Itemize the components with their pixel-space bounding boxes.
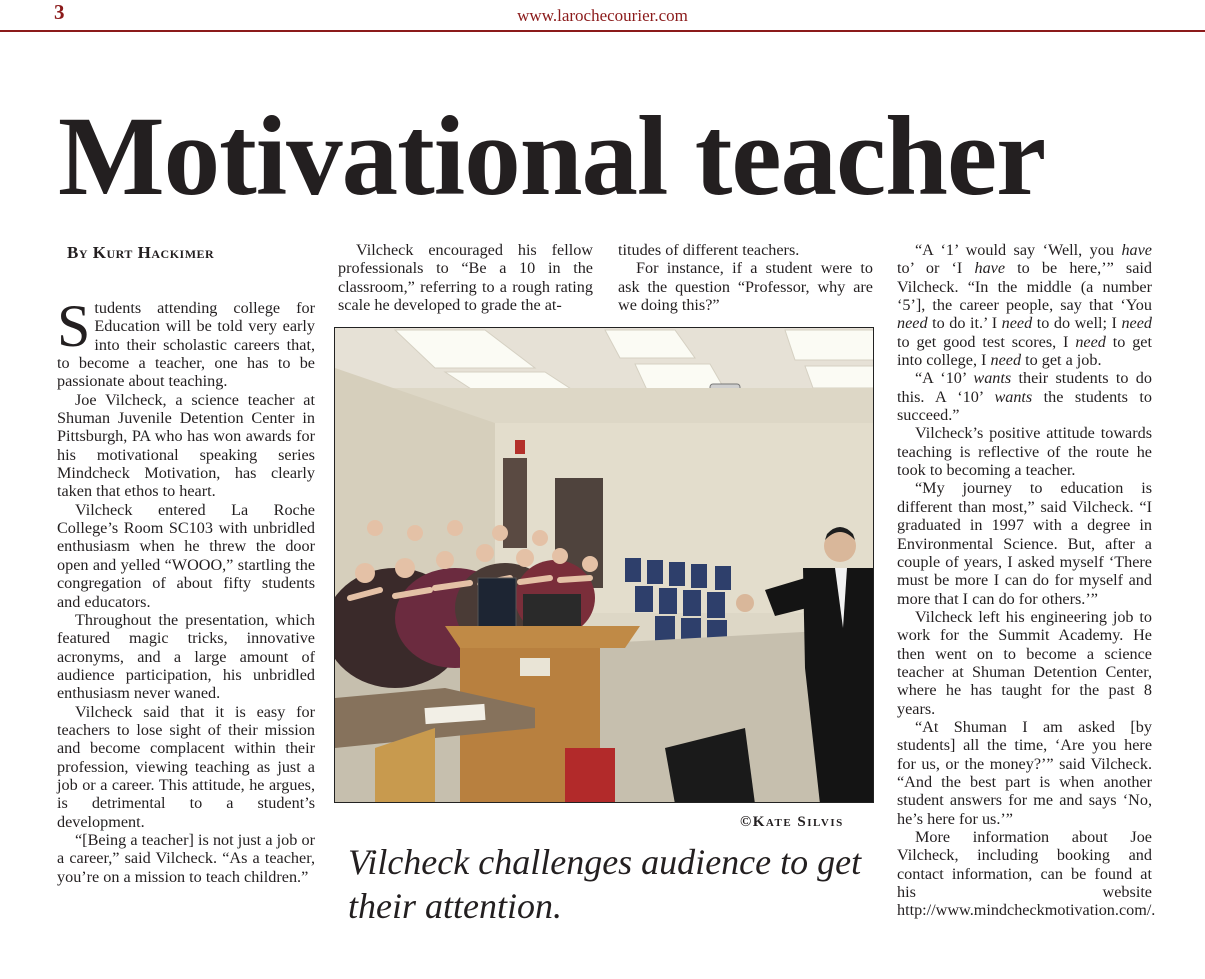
drop-cap: S [57,293,91,359]
classroom-photo-illustration [335,328,874,803]
paragraph: Vilcheck’s positive attitude towards teaching is reflective of the route he took to becoming a teacher. [897,424,1152,480]
article-column-3 [618,241,873,314]
paragraph: “[Being a teacher] is not just a job or a career,” said Vilcheck. “As a teacher, you’re on a mission to teach children.” [57,830,315,886]
paragraph: Vilcheck said that it is easy for teachers to lose sight of their mission and become complacent within their profession, viewing teaching as just a job or a career. This attitude, he argues, is detrimental to a student’s development. [57,702,315,831]
article-column-1 [57,293,315,886]
paragraph: Vilcheck entered La Roche College’s Room SC103 with unbridled enthusiasm when he threw the door open and yelled “WOOO,” startling the congregation of about fifty students and educators. [57,500,315,611]
paragraph: More information about Joe Vilcheck, including booking and contact information, can be found at his website http://www.mindcheckmotivation.com/. [897,828,1156,920]
article-column-2 [338,241,593,314]
paragraph: titudes of different teachers. [618,241,800,259]
paragraph: For instance, if a student were to ask the question “Professor, why are we doing this?” [618,259,873,315]
page-number: 3 [54,0,65,24]
paragraph [57,293,315,391]
photo-caption: Vilcheck challenges audience to get their attention. [348,842,862,926]
paragraph: “At Shuman I am asked [by students] all the time, ‘Are you here for us, or the money?’” said Vilcheck. “And the best part is when another student answers for me and says ‘No, he’s here for us.’” [897,717,1152,828]
byline: By Kurt Hackimer [67,243,215,262]
paragraph-text: tudents attending college for Education will be told very early into their scholastic careers that, to become a teacher, one has to be passionate about teaching. [57,299,315,391]
paragraph: “My journey to education is different than most,” said Vilcheck. “I graduated in 1997 with a degree in Environmental Science. But, after a couple of years, I asked myself ‘There must be more I can do for myself and more that I can do for others.’” [897,479,1152,608]
photo-credit: ©Kate Silvis [740,814,844,830]
article-column-4 [897,241,1156,920]
paragraph: Joe Vilcheck, a science teacher at Shuman Juvenile Detention Center in Pittsburgh, PA who has won awards for his motivational speaking series Mindcheck Motivation, has clearly taken that ethos to heart. [57,390,315,501]
paragraph: Vilcheck left his engineering job to work for the Summit Academy. He then went on to become a science teacher at Shuman Detention Center, where he has taught for the past 8 years. [897,607,1152,718]
article-photo [334,327,874,803]
paragraph: “A ‘1’ would say ‘Well, you have to’ or ‘I have to be here,’” said Vilcheck. “In the middle (a number ‘5’], the career people, say that ‘You need to do it.’ I need to do well; I need to get good test scores, I need to get into college, I need to get a job. [897,241,1153,370]
headline: Motivational teacher [58,94,1046,219]
paragraph: “A ‘10’ wants their students to do this. A ‘10’ wants the students to succeed.” [897,369,1152,425]
paragraph: Throughout the presentation, which featured magic tricks, innovative acronyms, and a large amount of audience participation, his unbridled enthusiasm never waned. [57,610,315,703]
paragraph: Vilcheck encouraged his fellow professionals to “Be a 10 in the classroom,” referring to a rough rating scale he developed to grade the at- [338,241,593,315]
page-header [0,0,1205,32]
site-url[interactable]: www.larochecourier.com [517,6,688,25]
